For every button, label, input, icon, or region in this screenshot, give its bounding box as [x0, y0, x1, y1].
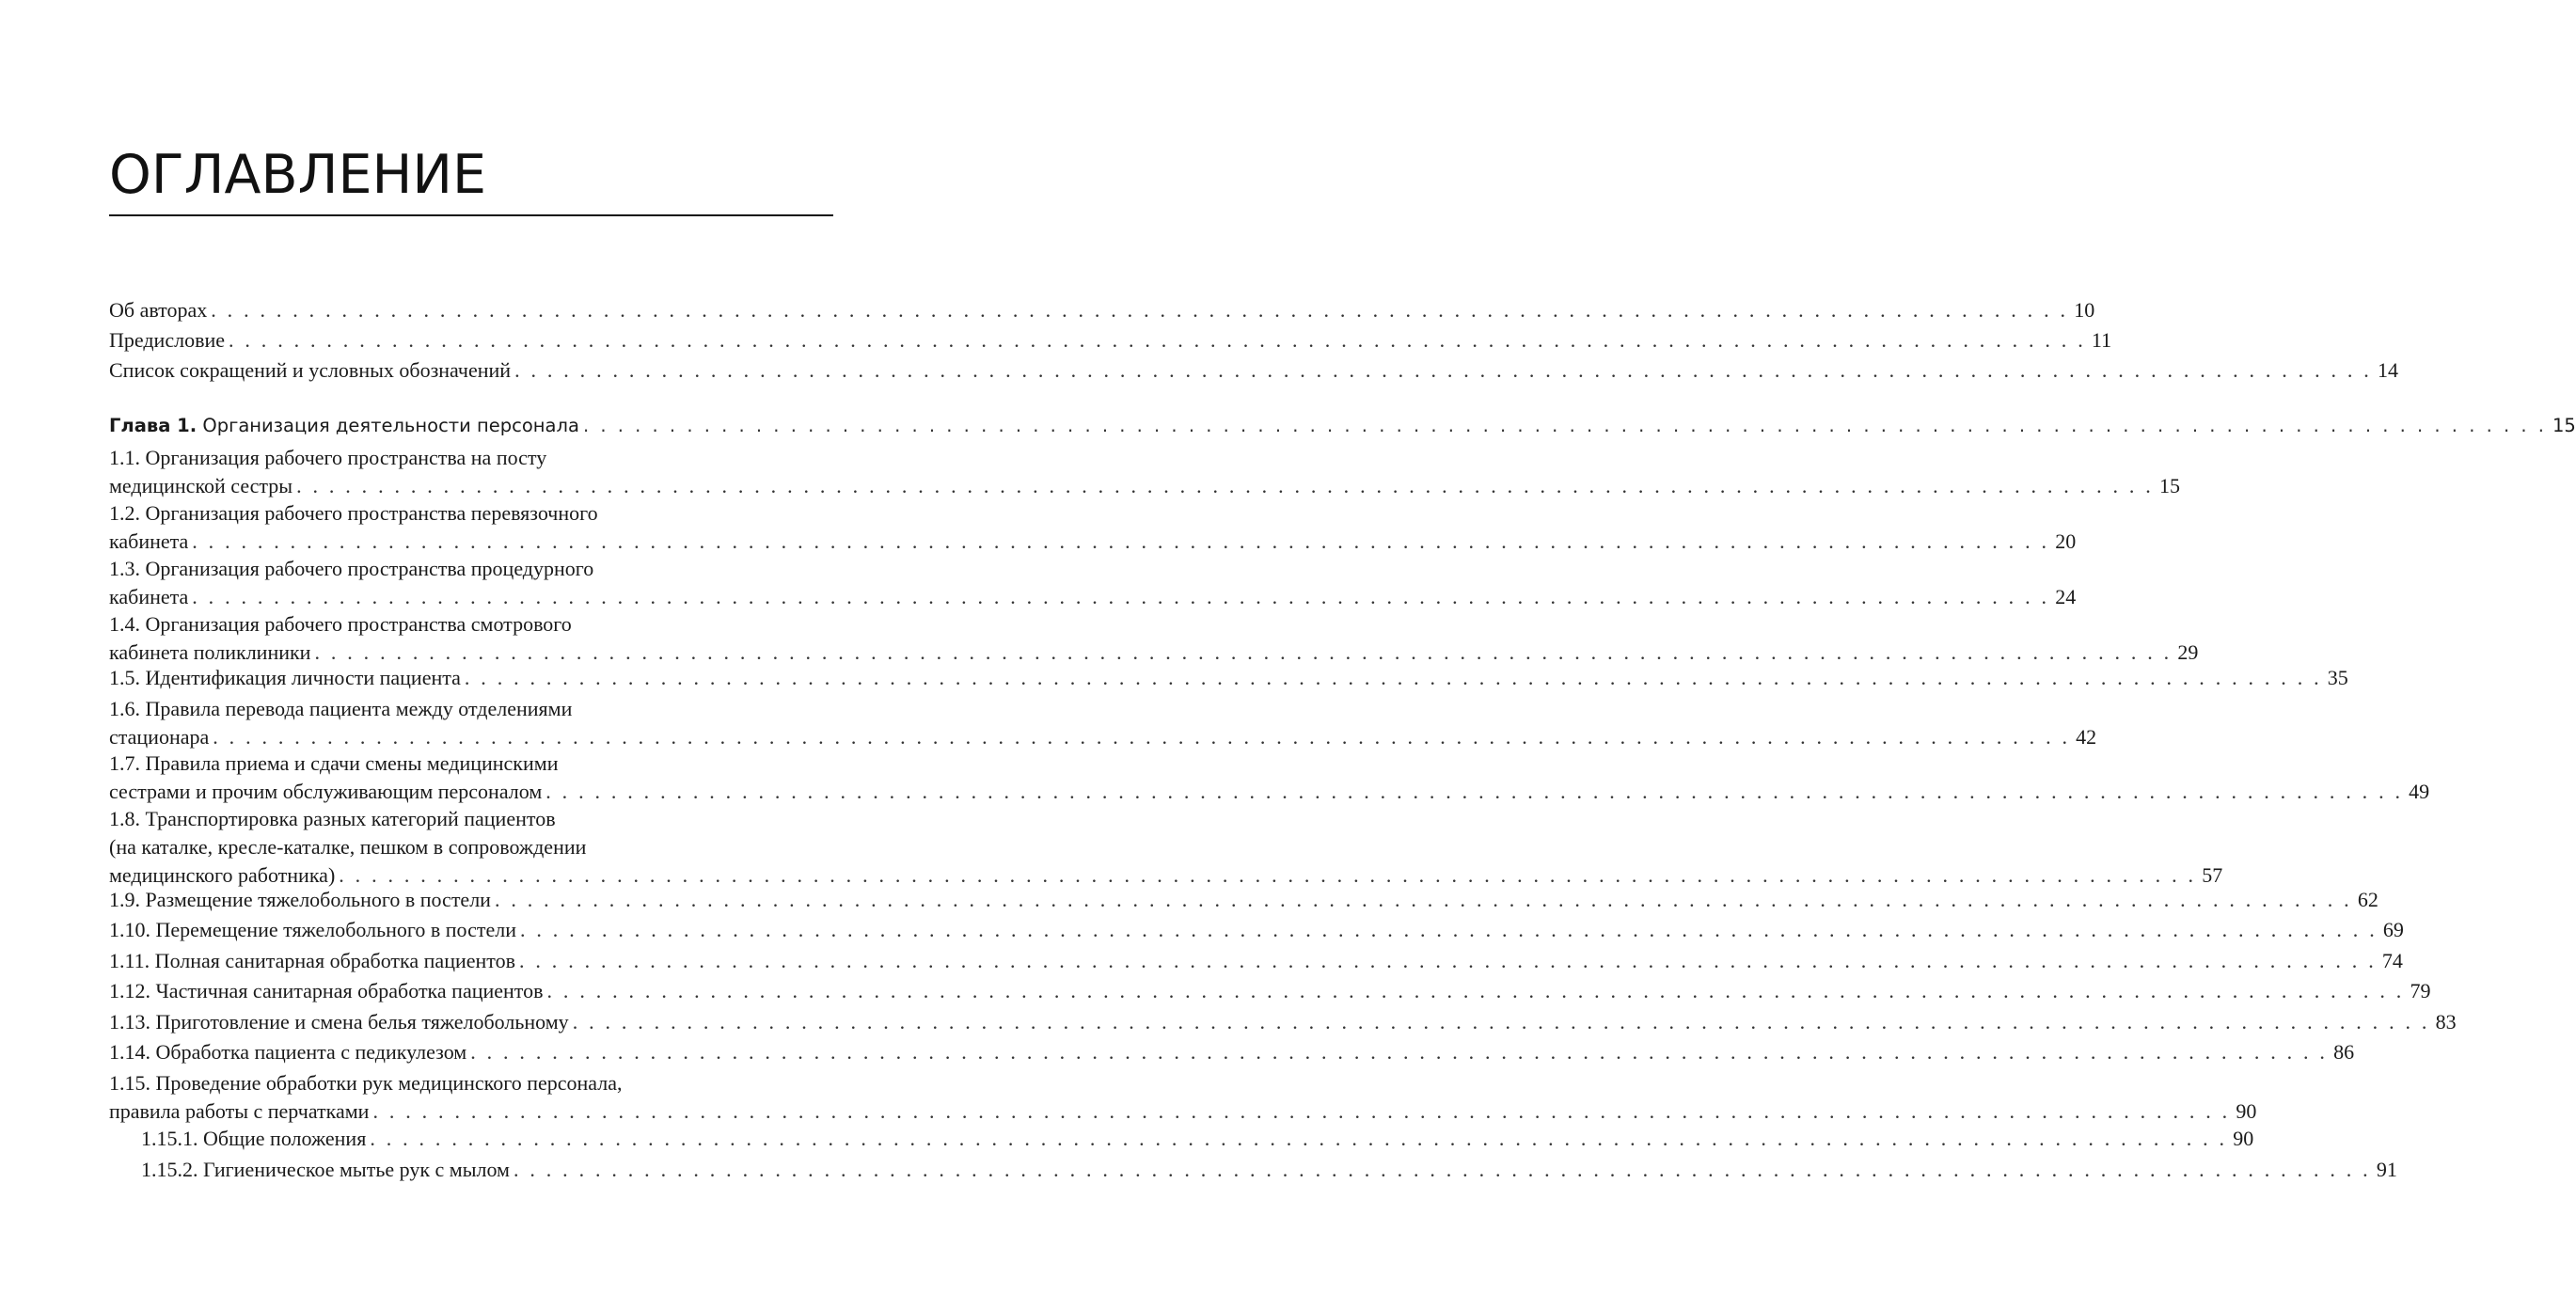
toc-entry-section-1-6[interactable]	[109, 695, 2097, 751]
toc-page-number: 69	[2382, 918, 2404, 941]
toc-entry-title: 1.14. Обработка пациента с педикулезом	[109, 1040, 467, 1064]
toc-entry-title: медицинской сестры	[109, 474, 293, 497]
toc-page-number: 49	[2409, 780, 2430, 803]
title-divider	[109, 214, 833, 216]
toc-entry-section-1-4[interactable]	[109, 610, 2199, 667]
dot-leader: . . . . . . . . . . . . . . . . . . . . . . . . . . . . . . . . . . . . . . . . . . . . . . . . . . . . . . . . . . . . . . . . . . . . . . . . . . . . . . . . . . . . . . . . . . . . . . . . . . . . . . . . . . . . . . . . . .	[464, 666, 2322, 689]
dot-leader: . . . . . . . . . . . . . . . . . . . . . . . . . . . . . . . . . . . . . . . . . . . . . . . . . . . . . . . . . . . . . . . . . . . . . . . . . . . . . . . . . . . . . . . . . . . . . . . . . . . . . . . . . . . . . . . . . .	[572, 1010, 2430, 1034]
toc-entry-title: 1.15.1. Общие положения	[141, 1127, 367, 1150]
toc-page-number: 14	[2377, 358, 2398, 382]
toc-entry-title: кабинета	[109, 585, 189, 608]
dot-leader: . . . . . . . . . . . . . . . . . . . . . . . . . . . . . . . . . . . . . . . . . . . . . . . . . . . . . . . . . . . . . . . . . . . . . . . . . . . . . . . . . . . . . . . . . . . . . . . . . . . . . . . . . . . . . . . . . .	[339, 863, 2197, 887]
toc-entry-title: кабинета поликлиники	[109, 640, 311, 664]
dot-leader: . . . . . . . . . . . . . . . . . . . . . . . . . . . . . . . . . . . . . . . . . . . . . . . . . . . . . . . . . . . . . . . . . . . . . . . . . . . . . . . . . . . . . . . . . . . . . . . . . . . . . . . . . . . . . . . . . .	[192, 585, 2050, 608]
toc-entry-section-1-3[interactable]	[109, 555, 2077, 611]
toc-page-number: 29	[2177, 640, 2199, 664]
dot-leader: . . . . . . . . . . . . . . . . . . . . . . . . . . . . . . . . . . . . . . . . . . . . . . . . . . . . . . . . . . . . . . . . . . . . . . . . . . . . . . . . . . . . . . . . . . . . . . . . . . . . . . . . . . . . . . . . . .	[545, 780, 2404, 803]
dot-leader: . . . . . . . . . . . . . . . . . . . . . . . . . . . . . . . . . . . . . . . . . . . . . . . . . . . . . . . . . . . . . . . . . . . . . . . . . . . . . . . . . . . . . . . . . . . . . . . . . . . . . . . . . . . . . . . . . .	[514, 358, 2372, 382]
toc-page-number: 62	[2357, 888, 2378, 911]
toc-entry-title: 1.9. Размещение тяжелобольного в постели	[109, 888, 491, 911]
toc-page-number: 74	[2381, 949, 2403, 972]
toc-entry-title: кабинета	[109, 529, 189, 553]
dot-leader: . . . . . . . . . . . . . . . . . . . . . . . . . . . . . . . . . . . . . . . . . . . . . . . . . . . . . . . . . . . . . . . . . . . . . . . . . . . . . . . . . . . . . . . . . . . . . . . . . . . . . . . . . . . . . . . . . .	[213, 725, 2071, 749]
toc-entry-line: 1.1. Организация рабочего пространства на посту	[109, 446, 547, 469]
toc-entry-section-1-14[interactable]	[109, 1038, 2355, 1066]
toc-entry-section-1-1[interactable]	[109, 444, 2180, 500]
dot-leader: . . . . . . . . . . . . . . . . . . . . . . . . . . . . . . . . . . . . . . . . . . . . . . . . . . . . . . . . . . . . . . . . . . . . . . . . . . . . . . . . . . . . . . . . . . . . . . . . . . . . . . . . . . . . . . . . . .	[470, 1040, 2329, 1064]
dot-leader: . . . . . . . . . . . . . . . . . . . . . . . . . . . . . . . . . . . . . . . . . . . . . . . . . . . . . . . . . . . . . . . . . . . . . . . . . . . . . . . . . . . . . . . . . . . . . . . . . . . . . . . . . . . . . . . . . .	[546, 979, 2405, 1002]
toc-entry-line: 1.8. Транспортировка разных категорий пациентов	[109, 807, 556, 830]
toc-entry-subsection-1-15-2[interactable]	[141, 1156, 2397, 1184]
toc-entry-title: 1.13. Приготовление и смена белья тяжелобольному	[109, 1010, 569, 1034]
toc-page-number: 20	[2055, 529, 2077, 553]
chapter-title: Организация деятельности персонала	[202, 415, 579, 436]
toc-entry-line: (на каталке, кресле-каталке, пешком в сопровождении	[109, 835, 587, 859]
toc-entry-title: Об авторах	[109, 298, 208, 322]
toc-page-number: 11	[2091, 328, 2112, 352]
dot-leader: . . . . . . . . . . . . . . . . . . . . . . . . . . . . . . . . . . . . . . . . . . . . . . . . . . . . . . . . . . . . . . . . . . . . . . . . . . . . . . . . . . . . . . . . . . . . . . . . . . . . . . . . . . . . . . . . . .	[582, 415, 2547, 436]
toc-entry-section-1-8[interactable]	[109, 805, 2223, 890]
toc-entry-line: 1.15. Проведение обработки рук медицинского персонала,	[109, 1071, 623, 1095]
dot-leader: . . . . . . . . . . . . . . . . . . . . . . . . . . . . . . . . . . . . . . . . . . . . . . . . . . . . . . . . . . . . . . . . . . . . . . . . . . . . . . . . . . . . . . . . . . . . . . . . . . . . . . . . . . . . . . . . . .	[296, 474, 2154, 497]
toc-entry-subsection-1-15-1[interactable]	[141, 1125, 2254, 1153]
toc-page-number: 57	[2202, 863, 2223, 887]
toc-page-number: 90	[2236, 1099, 2257, 1123]
dot-leader: . . . . . . . . . . . . . . . . . . . . . . . . . . . . . . . . . . . . . . . . . . . . . . . . . . . . . . . . . . . . . . . . . . . . . . . . . . . . . . . . . . . . . . . . . . . . . . . . . . . . . . . . . . . . . . . . . .	[229, 328, 2086, 352]
toc-entry-section-1-11[interactable]	[109, 947, 2403, 975]
dot-leader: . . . . . . . . . . . . . . . . . . . . . . . . . . . . . . . . . . . . . . . . . . . . . . . . . . . . . . . . . . . . . . . . . . . . . . . . . . . . . . . . . . . . . . . . . . . . . . . . . . . . . . . . . . . . . . . . . .	[372, 1099, 2231, 1123]
toc-page-number: 91	[2376, 1158, 2397, 1181]
toc-entry-title: 1.11. Полная санитарная обработка пациентов	[109, 949, 515, 972]
toc-entry-section-1-9[interactable]	[109, 886, 2378, 914]
toc-entry-title: 1.10. Перемещение тяжелобольного в постели	[109, 918, 516, 941]
toc-entry-section-1-13[interactable]	[109, 1008, 2457, 1036]
dot-leader: . . . . . . . . . . . . . . . . . . . . . . . . . . . . . . . . . . . . . . . . . . . . . . . . . . . . . . . . . . . . . . . . . . . . . . . . . . . . . . . . . . . . . . . . . . . . . . . . . . . . . . . . . . . . . . . . . .	[211, 298, 2069, 322]
toc-entry-abbreviations[interactable]	[109, 356, 2398, 385]
toc-page-number: 35	[2327, 666, 2348, 689]
toc-entry-line: 1.3. Организация рабочего пространства процедурного	[109, 557, 594, 580]
toc-entry-title: 1.12. Частичная санитарная обработка пациентов	[109, 979, 544, 1002]
chapter-label: Глава 1.	[109, 415, 198, 436]
toc-page-number: 83	[2435, 1010, 2457, 1034]
toc-entry-chapter-1[interactable]	[109, 412, 2576, 440]
toc-entry-section-1-7[interactable]	[109, 750, 2430, 806]
dot-leader: . . . . . . . . . . . . . . . . . . . . . . . . . . . . . . . . . . . . . . . . . . . . . . . . . . . . . . . . . . . . . . . . . . . . . . . . . . . . . . . . . . . . . . . . . . . . . . . . . . . . . . . . . . . . . . . . . .	[520, 918, 2378, 941]
dot-leader: . . . . . . . . . . . . . . . . . . . . . . . . . . . . . . . . . . . . . . . . . . . . . . . . . . . . . . . . . . . . . . . . . . . . . . . . . . . . . . . . . . . . . . . . . . . . . . . . . . . . . . . . . . . . . . . . . .	[519, 949, 2377, 972]
toc-page-number: 42	[2076, 725, 2097, 749]
dot-leader: . . . . . . . . . . . . . . . . . . . . . . . . . . . . . . . . . . . . . . . . . . . . . . . . . . . . . . . . . . . . . . . . . . . . . . . . . . . . . . . . . . . . . . . . . . . . . . . . . . . . . . . . . . . . . . . . . .	[192, 529, 2050, 553]
toc-entry-section-1-10[interactable]	[109, 916, 2404, 944]
toc-page-number: 10	[2074, 298, 2095, 322]
toc-entry-about-authors[interactable]	[109, 296, 2095, 324]
dot-leader: . . . . . . . . . . . . . . . . . . . . . . . . . . . . . . . . . . . . . . . . . . . . . . . . . . . . . . . . . . . . . . . . . . . . . . . . . . . . . . . . . . . . . . . . . . . . . . . . . . . . . . . . . . . . . . . . . .	[314, 640, 2173, 664]
toc-entry-section-1-12[interactable]	[109, 977, 2431, 1005]
toc-entry-line: 1.4. Организация рабочего пространства смотрового	[109, 612, 572, 636]
toc-entry-title: 1.5. Идентификация личности пациента	[109, 666, 461, 689]
toc-page-number: 15	[2158, 474, 2180, 497]
toc-page-number: 24	[2055, 585, 2077, 608]
toc-entry-title: стационара	[109, 725, 210, 749]
toc-entry-section-1-2[interactable]	[109, 499, 2077, 556]
toc-entry-title: 1.15.2. Гигиеническое мытье рук с мылом	[141, 1158, 510, 1181]
toc-entry-title: правила работы с перчатками	[109, 1099, 370, 1123]
toc-entry-title: Список сокращений и условных обозначений	[109, 358, 512, 382]
toc-page-number: 90	[2233, 1127, 2254, 1150]
toc-entry-section-1-5[interactable]	[109, 664, 2348, 692]
toc-entry-line: 1.7. Правила приема и сдачи смены медицинскими	[109, 751, 559, 775]
toc-page-number: 86	[2333, 1040, 2355, 1064]
dot-leader: . . . . . . . . . . . . . . . . . . . . . . . . . . . . . . . . . . . . . . . . . . . . . . . . . . . . . . . . . . . . . . . . . . . . . . . . . . . . . . . . . . . . . . . . . . . . . . . . . . . . . . . . . . . . . . . . . .	[513, 1158, 2371, 1181]
toc-entry-line: 1.6. Правила перевода пациента между отделениями	[109, 697, 573, 720]
dot-leader: . . . . . . . . . . . . . . . . . . . . . . . . . . . . . . . . . . . . . . . . . . . . . . . . . . . . . . . . . . . . . . . . . . . . . . . . . . . . . . . . . . . . . . . . . . . . . . . . . . . . . . . . . . . . . . . . . .	[370, 1127, 2228, 1150]
toc-entry-preface[interactable]	[109, 326, 2112, 355]
toc-entry-title: медицинского работника)	[109, 863, 336, 887]
toc-page-number: 15	[2552, 415, 2576, 436]
toc-entry-line: 1.2. Организация рабочего пространства перевязочного	[109, 501, 598, 525]
dot-leader: . . . . . . . . . . . . . . . . . . . . . . . . . . . . . . . . . . . . . . . . . . . . . . . . . . . . . . . . . . . . . . . . . . . . . . . . . . . . . . . . . . . . . . . . . . . . . . . . . . . . . . . . . . . . . . . . . .	[494, 888, 2352, 911]
toc-entry-title: Предисловие	[109, 328, 225, 352]
toc-entry-section-1-15[interactable]	[109, 1069, 2257, 1126]
page-title: ОГЛАВЛЕНИЕ	[109, 144, 486, 206]
toc-entry-title: сестрами и прочим обслуживающим персоналом	[109, 780, 543, 803]
toc-page-number: 79	[2410, 979, 2431, 1002]
